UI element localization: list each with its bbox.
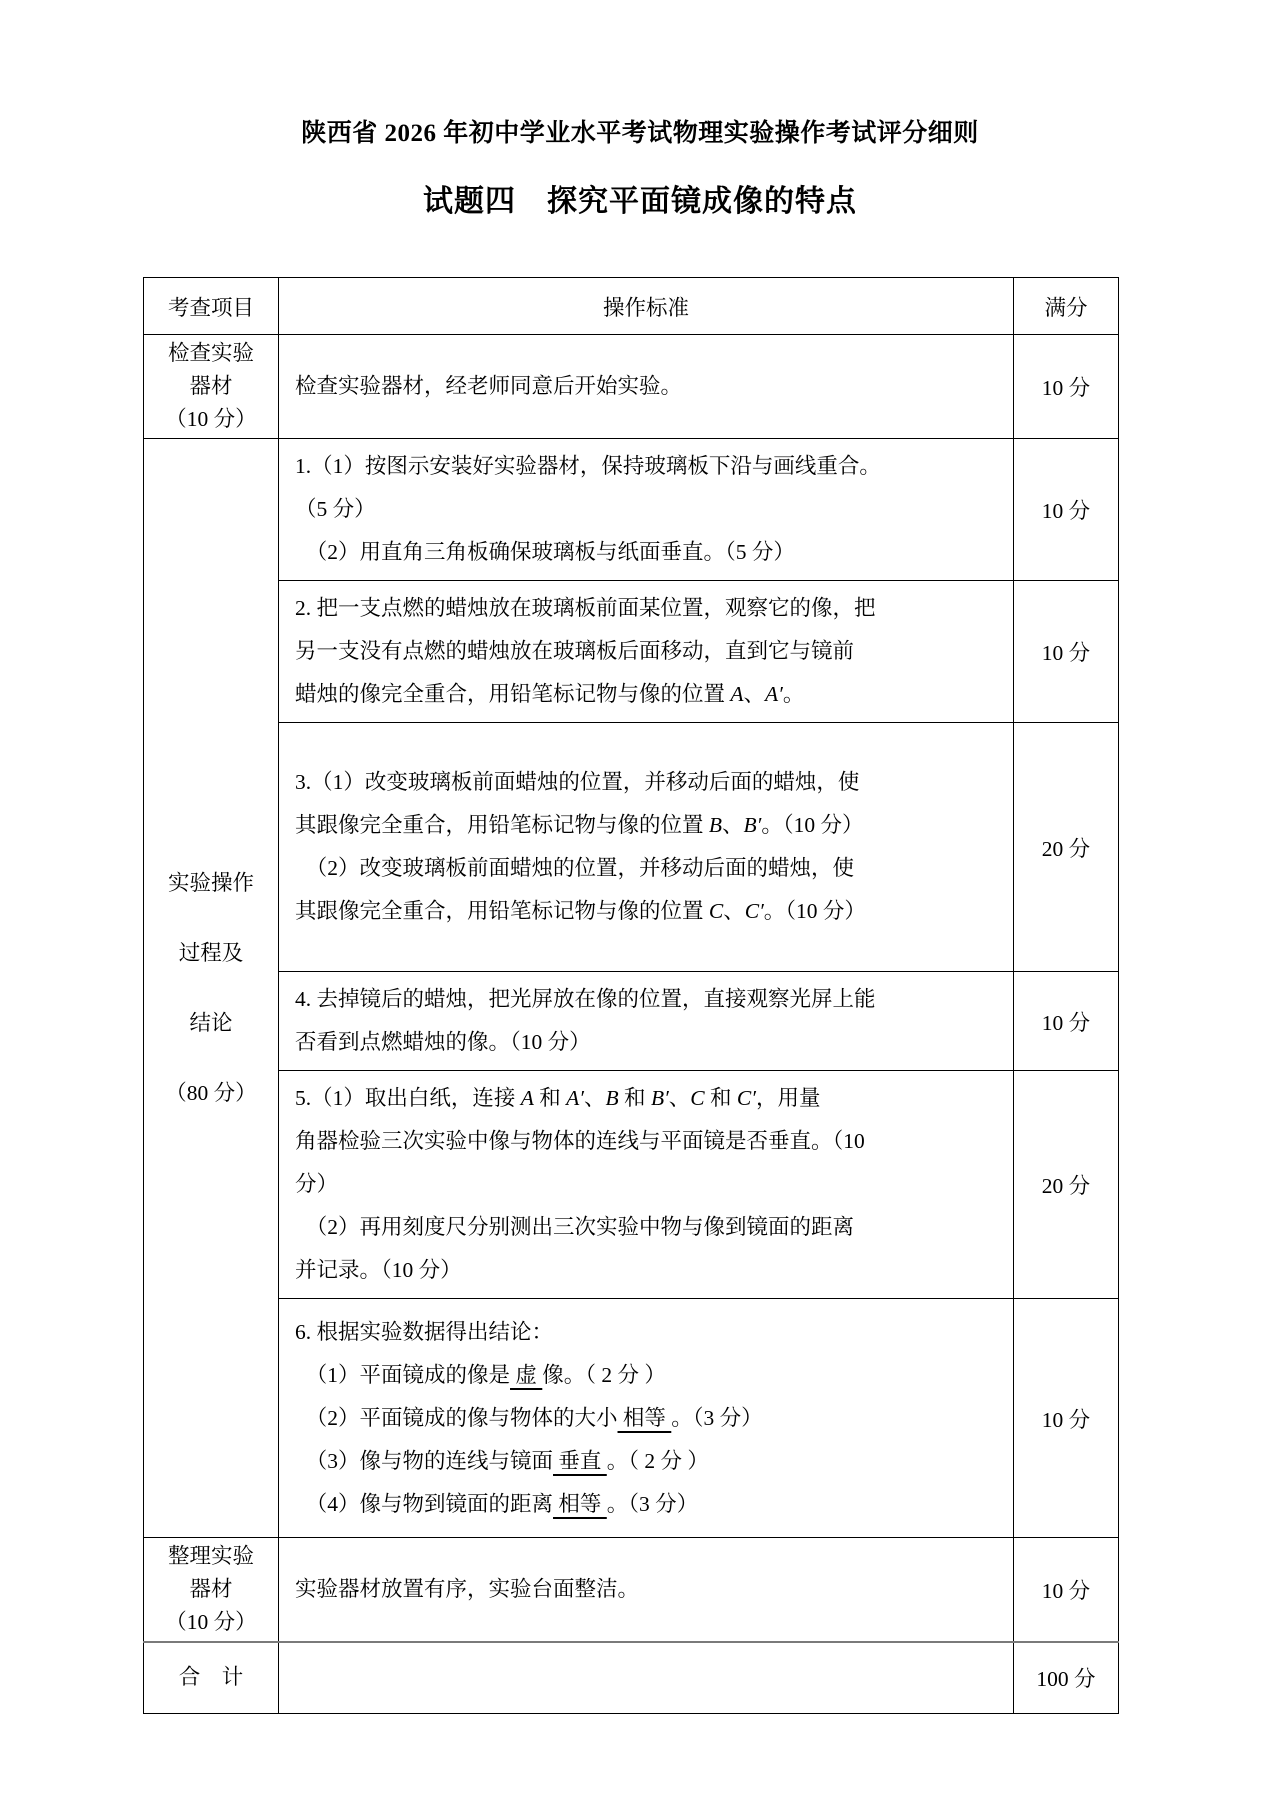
score-cell: 10 分	[1014, 439, 1119, 581]
score-cell: 20 分	[1014, 723, 1119, 972]
project-line: 结论	[189, 1011, 233, 1035]
standard-line: （2）用直角三角板确保玻璃板与纸面垂直。（5 分）	[295, 540, 795, 564]
standard-cell	[279, 439, 1014, 581]
standard-cell	[279, 1071, 1014, 1299]
table-row	[144, 335, 1119, 439]
point-label: B	[605, 1086, 619, 1110]
answer-blank: 垂直	[553, 1448, 607, 1473]
standard-line: （2）再用刻度尺分别测出三次实验中物与像到镜面的距离	[295, 1215, 855, 1239]
table-header-row	[144, 278, 1119, 335]
standard-line: 1.（1）按图示安装好实验器材，保持玻璃板下沿与画线重合。	[295, 454, 881, 478]
standard-line: 分）	[295, 1172, 339, 1196]
standard-line: 蜡烛的像完全重合，用铅笔标记物与像的位置 A、A′。	[295, 682, 805, 706]
standard-cell	[279, 1642, 1014, 1713]
point-label: A	[730, 682, 744, 706]
project-line: 整理实验	[167, 1544, 254, 1568]
point-label: A′	[765, 682, 783, 706]
project-cell	[144, 439, 279, 1538]
project-line: 过程及	[178, 941, 244, 965]
score-cell: 10 分	[1014, 581, 1119, 723]
point-label: C′	[744, 899, 764, 923]
score-cell: 10 分	[1014, 335, 1119, 439]
column-header-score: 满分	[1014, 278, 1119, 335]
answer-blank: 相等	[553, 1491, 607, 1516]
point-label: B	[708, 813, 723, 837]
table-row	[144, 972, 1119, 1071]
standard-cell	[279, 581, 1014, 723]
point-label: A′	[566, 1086, 585, 1110]
standard-cell	[279, 1299, 1014, 1538]
table-row	[144, 1299, 1119, 1538]
standard-cell	[279, 335, 1014, 439]
score-cell: 20 分	[1014, 1071, 1119, 1299]
standard-cell	[279, 723, 1014, 972]
table-row	[144, 439, 1119, 581]
standard-line: 检查实验器材，经老师同意后开始实验。	[295, 374, 683, 398]
table-row	[144, 581, 1119, 723]
table-row	[144, 1071, 1119, 1299]
standard-line: 4. 去掉镜后的蜡烛，把光屏放在像的位置，直接观察光屏上能	[295, 987, 876, 1011]
project-line: （10 分）	[165, 1610, 257, 1634]
score-cell: 10 分	[1014, 1299, 1119, 1538]
document-title: 陕西省 2026 年初中学业水平考试物理实验操作考试评分细则	[301, 120, 979, 147]
project-line: 器材	[189, 374, 233, 398]
project-line: 检查实验	[167, 341, 254, 365]
project-cell	[144, 335, 279, 439]
standard-cell	[279, 972, 1014, 1071]
standard-line: 并记录。（10 分）	[295, 1258, 462, 1282]
project-cell	[144, 1642, 279, 1713]
standard-line: 角器检验三次实验中像与物体的连线与平面镜是否垂直。（10	[295, 1129, 865, 1153]
point-label: B′	[743, 813, 762, 837]
point-label: C	[708, 899, 724, 923]
project-cell	[144, 1538, 279, 1643]
standard-line: （4）像与物到镜面的距离 相等 。（3 分）	[295, 1491, 699, 1516]
standard-line: （3）像与物的连线与镜面 垂直 。（ 2 分 ）	[295, 1448, 709, 1473]
standard-line: 其跟像完全重合，用铅笔标记物与像的位置 B、B′。（10 分）	[295, 813, 864, 837]
project-line: （10 分）	[165, 407, 257, 431]
standard-cell	[279, 1538, 1014, 1643]
score-cell: 10 分	[1014, 972, 1119, 1071]
standard-line: 2. 把一支点燃的蜡烛放在玻璃板前面某位置，观察它的像，把	[295, 596, 876, 620]
table-row	[144, 1642, 1119, 1713]
standard-line: 6. 根据实验数据得出结论：	[295, 1319, 554, 1344]
score-cell: 100 分	[1014, 1642, 1119, 1713]
answer-blank: 虚	[510, 1362, 543, 1387]
table-row	[144, 723, 1119, 972]
standard-line: （2）改变玻璃板前面蜡烛的位置，并移动后面的蜡烛，使	[295, 856, 855, 880]
point-label: C	[690, 1086, 705, 1110]
column-header-project: 考查项目	[144, 278, 279, 335]
column-header-standard: 操作标准	[279, 278, 1014, 335]
scoring-rubric-table	[143, 277, 1119, 1714]
project-line: 实验操作	[167, 871, 254, 895]
standard-line: （5 分）	[295, 497, 376, 521]
project-line: （80 分）	[165, 1081, 257, 1105]
project-line: 器材	[189, 1577, 233, 1601]
standard-line: 实验器材放置有序，实验台面整洁。	[295, 1577, 640, 1601]
standard-line: （2）平面镜成的像与物体的大小 相等 。（3 分）	[295, 1405, 763, 1430]
exam-item-title: 试题四 探究平面镜成像的特点	[423, 185, 857, 218]
standard-line: 另一支没有点燃的蜡烛放在玻璃板后面移动，直到它与镜前	[295, 639, 855, 663]
point-label: A	[520, 1086, 534, 1110]
standard-line: 其跟像完全重合，用铅笔标记物与像的位置 C、C′。（10 分）	[295, 899, 866, 923]
point-label: B′	[650, 1086, 669, 1110]
answer-blank: 相等	[617, 1405, 672, 1430]
project-line: 合 计	[178, 1665, 244, 1690]
point-label: C′	[736, 1086, 756, 1110]
standard-line: 5.（1）取出白纸，连接 A 和 A′、B 和 B′、C 和 C′，用量	[295, 1086, 821, 1110]
table-row	[144, 1538, 1119, 1643]
standard-line: 3.（1）改变玻璃板前面蜡烛的位置，并移动后面的蜡烛，使	[295, 770, 860, 794]
score-cell: 10 分	[1014, 1538, 1119, 1643]
standard-line: （1）平面镜成的像是 虚 像。（ 2 分 ）	[295, 1362, 666, 1387]
standard-line: 否看到点燃蜡烛的像。（10 分）	[295, 1030, 591, 1054]
